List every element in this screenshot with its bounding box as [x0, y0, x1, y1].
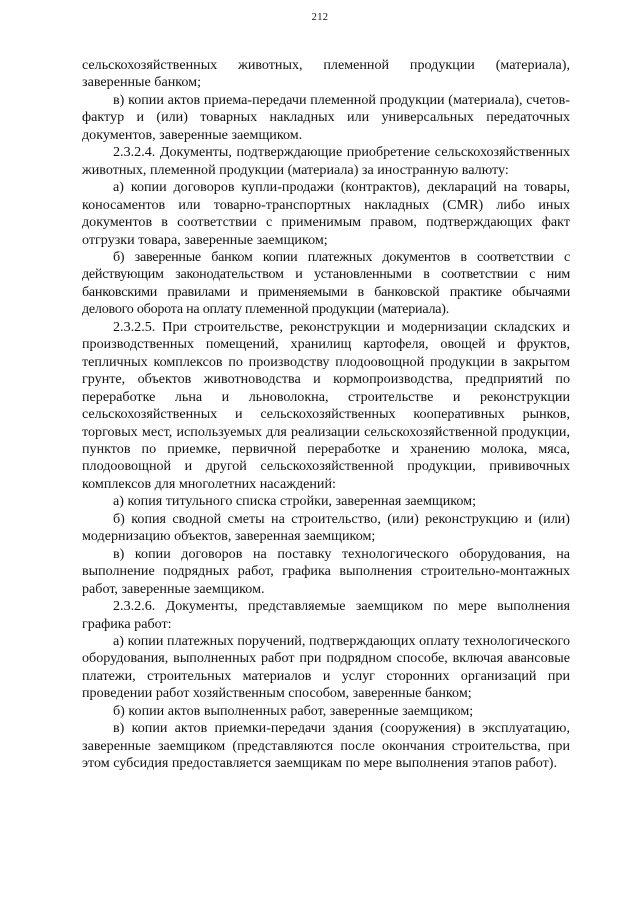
paragraph-item-v-commissioning: в) копии актов приемки-передачи здания (сооружения) в эксплуатацию, заверенные заемщиком (представляются после окончания строительства, при этом субсидия предоставляется заемщикам по мере выполнения этапов работ). — [82, 720, 570, 772]
paragraph-item-b-completed-works: б) копии актов выполненных работ, заверенные заемщиком; — [113, 702, 474, 719]
paragraph-item-b-payments: б) заверенные банком копии платежных документов в соответствии с действующим законодательством и установленными в соответствии с ним банковскими правилами и применяемыми в банковской практике обычаями делового оборота на оплату племенной продукции (материала). — [82, 248, 570, 318]
paragraph-item-a-payment-orders: а) копии платежных поручений, подтверждающих оплату технологического оборудования, выполненных работ при подрядном способе, включая авансовые платежи, строительных материалов и услуг сторонних организаций при проведении работ хозяйственным способом, заверенные банком; — [82, 632, 570, 702]
paragraph-item-b-estimate: б) копия сводной сметы на строительство, (или) реконструкцию и (или) модернизацию объектов, заверенная заемщиком; — [82, 510, 570, 545]
paragraph-clause-2-3-2-4: 2.3.2.4. Документы, подтверждающие приобретение сельскохозяйственных животных, племенной продукции (материала) за иностранную валюту: — [82, 144, 570, 178]
page-number: 212 — [311, 12, 329, 23]
paragraph-clause-2-3-2-6: 2.3.2.6. Документы, представляемые заемщиком по мере выполнения графика работ: — [82, 598, 570, 632]
paragraph-clause-2-3-2-5: 2.3.2.5. При строительстве, реконструкции и модернизации складских и производственных помещений, хранилищ картофеля, овощей и фруктов, тепличных комплексов по производству плодоовощной продукции в закрытом грунте, объектов животноводства и кормопроизводства, предприятий по переработке льна и льноволокна, строительстве и реконструкции сельскохозяйственных и сельскохозяйственных кооперативных рынков, торговых мест, используемых для реализации сельскохозяйственной продукции, пунктов по приемке, первичной переработке и хранению молока, мяса, плодоовощной и другой сельскохозяйственной продукции, прививочных комплексов для многолетних насаждений: — [82, 318, 570, 492]
paragraph-animals-continuation: сельскохозяйственных животных, племенной продукции (материала), заверенные банком; — [82, 57, 570, 91]
paragraph-item-v-equipment: в) копии договоров на поставку технологического оборудования, на выполнение подрядных работ, графика выполнения строительно-монтажных работ, заверенные заемщиком. — [82, 545, 570, 597]
paragraph-item-v-acts: в) копии актов приема-передачи племенной продукции (материала), счетов-фактур и (или) товарных накладных или универсальных передаточных документов, заверенные заемщиком. — [82, 91, 570, 143]
paragraph-item-a-title-list: а) копия титульного списка стройки, заверенная заемщиком; — [113, 493, 476, 510]
paragraph-item-a-contracts: а) копии договоров купли-продажи (контрактов), деклараций на товары, коносаментов или товарно-транспортных накладных (CMR) либо иных документов в соответствии с применимым правом, подтверждающих факт отгрузки товара, заверенные заемщиком; — [82, 179, 570, 248]
document-body — [82, 57, 570, 773]
